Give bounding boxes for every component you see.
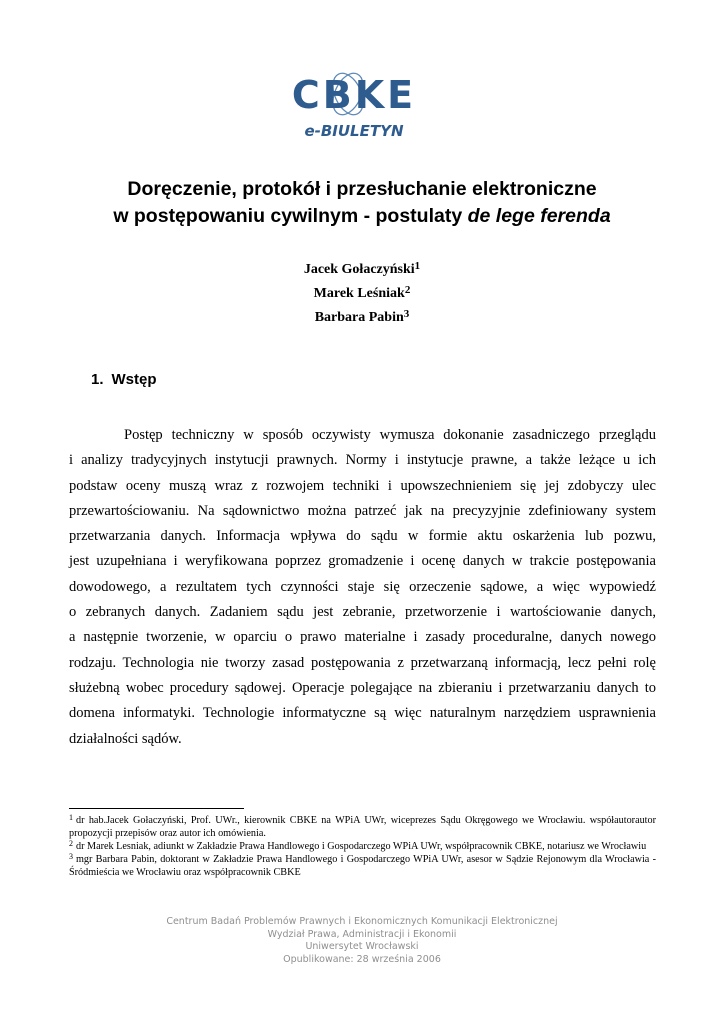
author-name: Barbara Pabin [314,310,404,325]
paragraph-line: przetwarzania danych. Informacja wpływa do sądu w formie aktu oskarżenia lub pozwu, [69,528,656,545]
footnote-text: mgr Barbara Pabin, doktorant w Zakładzie Prawa Handlowego i Gospodarczego WPiA UWr, asesor w Sądzie Rejonowym dla Wrocławia - Śródmieścia we Wrocławiu oraz współpracownik CBKE [69,854,656,878]
footer-published-date: Opublikowane: 28 września 2006 [283,953,441,965]
paragraph-line: podstaw oceny muszą wraz z rozwojem techniki i upowszechnieniem się jej zdobyczy ulec [69,477,656,494]
logo-wordmark: CBKE [291,73,417,117]
footer-institution: Centrum Badań Problemów Prawnych i Ekonomicznych Komunikacji Elektronicznej [166,916,558,927]
footnote-separator [69,808,244,809]
paragraph-line: służebną wobec procedury sądowej. Operacje polegające na zbieraniu i przetwarzaniu danych to [69,679,656,696]
page-footer [60,916,664,966]
footnote [69,814,656,840]
title-line-2-text: w postępowaniu cywilnym - postulaty [113,205,468,227]
footnote [69,853,656,879]
paragraph-line: i analizy tradycyjnych instytucji prawnych. Normy i instytucje prawne, a także leżące u ich [69,452,656,469]
paragraph-line: o zebranych danych. Zadaniem sądu jest zebranie, przetworzenie i wartościowanie danych, [69,604,656,621]
footnote [69,840,656,853]
footnote-ref[interactable]: 2 [404,284,411,296]
cbke-logo [288,72,420,144]
footnote-text: dr Marek Lesniak, adiunkt w Zakładzie Prawa Handlowego i Gospodarczego WPiA UWr, współpracownik CBKE, notariusz we Wrocławiu [76,841,647,852]
paragraph-line: a następnie tworzenie, w oparciu o prawo materialne i zasady proceduralne, danych nowego [69,629,656,646]
author [200,282,524,306]
footnote-number: 2 [69,839,73,848]
paragraph-line: dowodowego, a rezultatem tych czynności staje się orzeczenie sądowe, a więc wypowiedź [69,578,656,595]
footnote-number: 1 [69,813,73,822]
author [200,258,524,282]
author [200,306,524,330]
body-paragraph [69,423,656,752]
section-title: Wstęp [111,371,157,388]
author-name: Marek Leśniak [313,286,405,301]
footnote-ref[interactable]: 3 [403,308,410,320]
paragraph-line: przewartościowaniu. Na sądownictwo można patrzeć jak na precyzyjnie zdefiniowany system [69,502,656,519]
paragraph-line: jest uzupełniana i weryfikowana poprzez gromadzenie i ocenę danych w trakcie postępowania [69,553,656,570]
paragraph-line: działalności sądów. [69,730,182,747]
title-line-2 [40,203,684,230]
logo-subtitle: e-BIULETYN [304,122,404,140]
paragraph-line: rodzaju. Technologia nie tworzy zasad postępowania z przetwarzaną informacją, lecz pełni rolę [69,654,656,671]
author-list [200,258,524,330]
footer-university: Uniwersytet Wrocławski [305,941,419,952]
footnote-text: dr hab.Jacek Gołaczyński, Prof. UWr., kierownik CBKE na WPiA UWr, wiceprezes Sądu Okręgowego we Wrocławiu. współautorautor propozycji przepisów oraz autor ich omówienia. [69,815,656,839]
document-title [40,176,684,230]
title-latin-phrase: de lege ferenda [467,205,611,227]
footnote-number: 3 [69,852,73,861]
author-name: Jacek Gołaczyński [303,262,415,277]
paragraph-line: Postęp techniczny w sposób oczywisty wymusza dokonanie zasadniczego przeglądu [124,427,656,443]
footnote-ref[interactable]: 1 [414,260,421,272]
section-number: 1. [91,371,104,388]
title-line-1: Doręczenie, protokół i przesłuchanie elektroniczne [127,178,597,200]
paragraph-line: domena informatyki. Technologie informatyczne są więc naturalnym narzędziem usprawnienia [69,705,656,722]
section-heading [91,371,157,388]
footnotes [69,814,656,879]
footer-faculty: Wydział Prawa, Administracji i Ekonomii [267,928,457,940]
